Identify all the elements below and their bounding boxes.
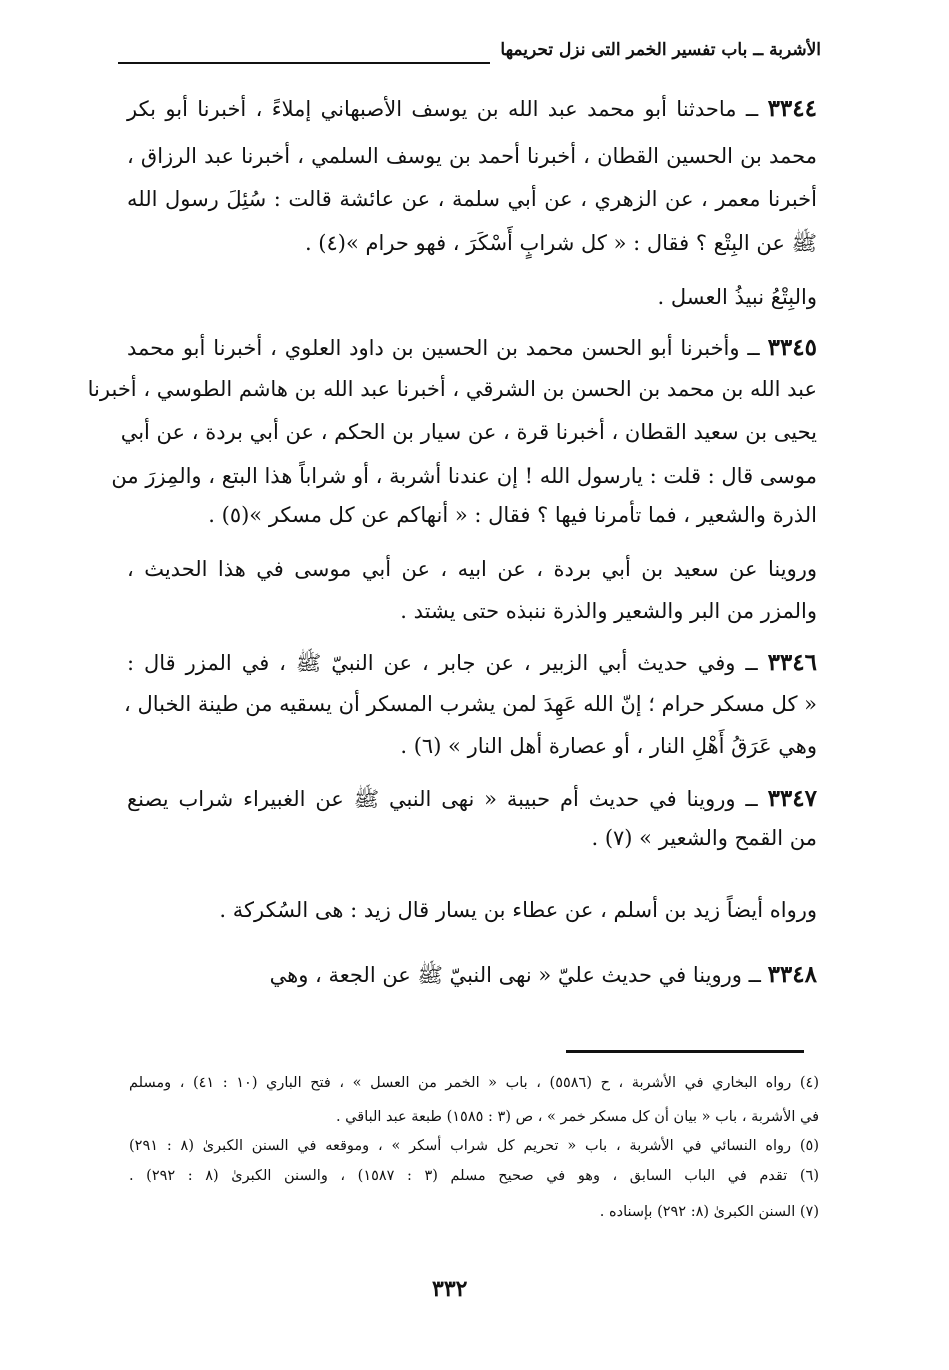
text-line: وروينا عن سعيد بن أبي بردة ، عن ابيه ، عن أبي موسى في هذا الحديث ،: [127, 557, 817, 581]
text-line: ٣٣٤٨ ــ وروينا في حديث عليّ « نهى النبيّ ﷺ عن الجعة ، وهي: [269, 961, 817, 988]
hadith-number: ٣٣٤٥: [767, 334, 817, 361]
hadith-number: ٣٣٤٨: [767, 961, 817, 988]
text-line: ٣٣٤٤ ــ ماحدثنا أبو محمد عبد الله بن يوسف الأصبهاني إملاءً ، أخبرنا أبو بكر: [127, 95, 817, 122]
hadith-number: ٣٣٤٤: [767, 95, 817, 122]
hadith-number: ٣٣٤٦: [767, 649, 817, 676]
footnote-line: (٦) تقدم في الباب السابق ، وهو في صحيح مسلم (٣ : ١٥٨٧) ، والسنن الكبرىٰ (٨ : ٢٩٢) .: [129, 1168, 819, 1184]
text-line: أخبرنا معمر ، عن الزهري ، عن أبي سلمة ، عن عائشة قالت : سُئِلَ رسول الله: [127, 187, 817, 211]
footnote-line: في الأشربة ، باب « بيان أن كل مسكر خمر » ، ص (٣ : ١٥٨٥) طبعة عبد الباقي .: [335, 1109, 819, 1125]
text-line: محمد بن الحسين القطان ، أخبرنا أحمد بن يوسف السلمي ، أخبرنا عبد الرزاق ،: [127, 144, 817, 168]
header-rule: [118, 62, 490, 64]
footnote-line: (٧) السنن الكبرىٰ (٨: ٢٩٢) بإسناده .: [599, 1204, 819, 1220]
footnote-rule: [566, 1050, 804, 1053]
text-line: والبِتْعُ نبيذُ العسل .: [657, 285, 817, 309]
text-line: « كل مسكر حرام ؛ إنّ الله عَهِدَ لمن يشرب المسكر أن يسقيه من طينة الخبال ،: [124, 692, 817, 716]
text-line: ٣٣٤٧ ــ وروينا في حديث أم حبيبة « نهى النبي ﷺ عن الغبيراء شراب يصنع: [127, 785, 817, 812]
text-line: ٣٣٤٦ ــ وفي حديث أبي الزبير ، عن جابر ، عن النبيّ ﷺ ، في المزر قال :: [127, 649, 817, 676]
text-line: الذرة والشعير ، فما تأمرنا فيها ؟ فقال : « أنهاكم عن كل مسكر »(٥) .: [208, 503, 817, 527]
text-line: ٣٣٤٥ ــ وأخبرنا أبو الحسن محمد بن الحسين بن داود العلوي ، أخبرنا أبو محمد: [127, 334, 817, 361]
hadith-number: ٣٣٤٧: [767, 785, 817, 812]
page-number: ٣٣٢: [432, 1276, 468, 1302]
text-line: من القمح والشعير » (٧) .: [591, 826, 817, 850]
text-line: ﷺ عن البِتْع ؟ فقال : « كل شرابٍ أَسْكَرَ ، فهو حرام »(٤) .: [304, 231, 817, 255]
text-line: ورواه أيضاً زيد بن أسلم ، عن عطاء بن يسار قال زيد : هى السُكركة .: [219, 898, 817, 922]
text-line: عبد الله بن محمد بن الحسن بن الشرقي ، أخبرنا عبد الله بن هاشم الطوسي ، أخبرنا: [87, 377, 817, 401]
footnote-line: (٤) رواه البخاري في الأشربة ، ح (٥٥٨٦) ، باب « الخمر من العسل » ، فتح الباري (١٠ : ٤١) ، ومسلم: [129, 1075, 819, 1091]
text-line: وهي عَرَقُ أَهْلِ النار ، أو عصارة أهل النار » (٦) .: [400, 734, 817, 758]
running-header: الأشربة ــ باب تفسير الخمر التى نزل تحريمها: [500, 40, 821, 60]
text-line: والمزر من البر والشعير والذرة ننبذه حتى يشتد .: [400, 599, 817, 623]
text-line: موسى قال : قلت : يارسول الله ! إن عندنا أشربة ، أو شراباً هذا البتع ، والمِزرَ من: [111, 464, 817, 488]
text-line: يحيى بن سعيد القطان ، أخبرنا قرة ، عن سيار بن الحكم ، عن أبي بردة ، عن أبي: [120, 420, 817, 444]
footnote-line: (٥) رواه النسائي في الأشربة ، باب « تحريم كل شراب أسكر » ، وموقعه في السنن الكبرىٰ (٨ : ٢٩١): [129, 1138, 819, 1154]
